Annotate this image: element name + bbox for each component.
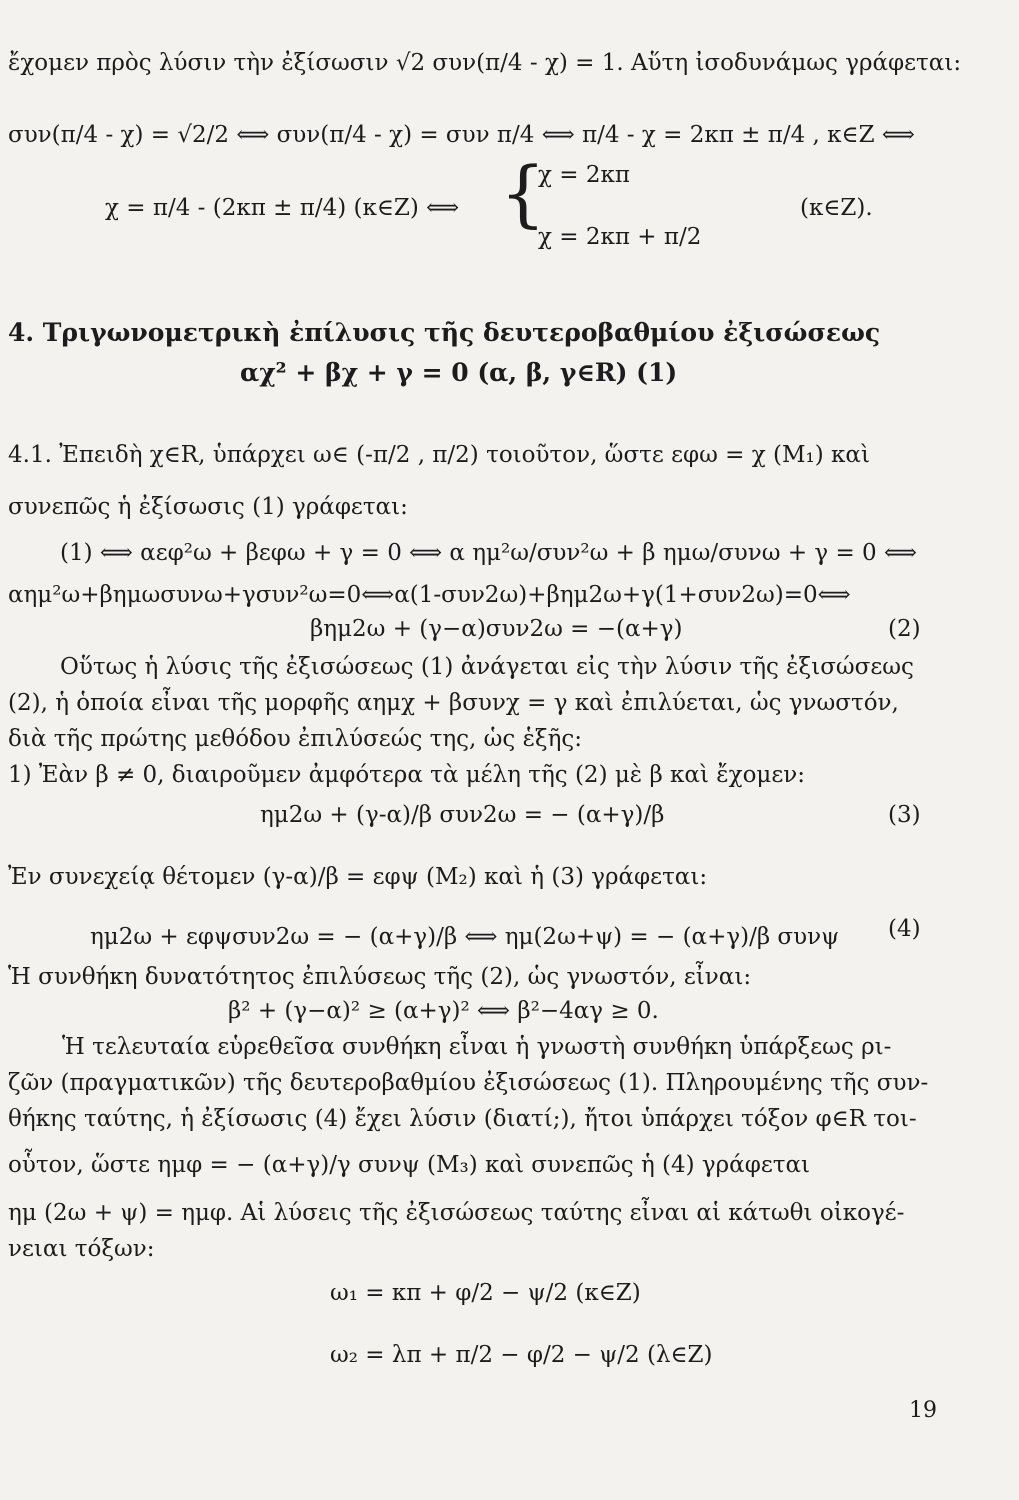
equation-line: ω₁ = κπ + φ/2 − ψ/2 (κ∈Z) [330,1280,641,1306]
text-line: οὗτον, ὥστε ημφ = − (α+γ)/γ συνψ (M₃) καὶ συνεπῶς ἡ (4) γράφεται [8,1152,811,1178]
text-line: Ἡ τελευταία εὑρεθεῖσα συνθήκη εἶναι ἡ γνωστὴ συνθήκη ὑπάρξεως ρι- [62,1034,892,1060]
text-line: ημ (2ω + ψ) = ημφ. Αἱ λύσεις τῆς ἐξισώσεως ταύτης εἶναι αἱ κάτωθι οἰκογέ- [8,1200,905,1226]
equation-line: β² + (γ−α)² ≥ (α+γ)² ⟺ β²−4αγ ≥ 0. [228,998,659,1024]
text-line: (2), ἡ ὁποία εἶναι τῆς μορφῆς αημχ + βσυνχ = γ καὶ ἐπιλύεται, ὡς γνωστόν, [8,690,899,716]
section-heading: 4. Τριγωνομετρικὴ ἐπίλυσις τῆς δευτεροβαθμίου ἐξισώσεως [8,318,881,347]
text-line: ζῶν (πραγματικῶν) τῆς δευτεροβαθμίου ἐξισώσεως (1). Πληρουμένης τῆς συν- [8,1070,929,1096]
equation-line: ημ2ω + (γ-α)/β συν2ω = − (α+γ)/β [260,802,665,828]
text-line: διὰ τῆς πρώτης μεθόδου ἐπιλύσεώς της, ὡς ἑξῆς: [8,726,583,752]
equation-line: χ = 2κπ [538,162,630,188]
equation-line: συν(π/4 - χ) = √2/2 ⟺ συν(π/4 - χ) = συν π/4 ⟺ π/4 - χ = 2κπ ± π/4 , κ∈Z ⟺ [8,122,915,148]
section-heading-equation: αχ² + βχ + γ = 0 (α, β, γ∈R) (1) [240,358,678,387]
text-line: νειαι τόξων: [8,1236,155,1262]
text-line: Ἐν συνεχείᾳ θέτομεν (γ-α)/β = εφψ (M₂) καὶ ἡ (3) γράφεται: [8,864,708,890]
equation-number: (4) [888,916,921,942]
equation-line: αημ²ω+βημωσυνω+γσυν²ω=0⟺α(1-συν2ω)+βημ2ω+γ(1+συν2ω)=0⟺ [8,582,851,608]
equation-line: (1) ⟺ αεφ²ω + βεφω + γ = 0 ⟺ α ημ²ω/συν²ω + β ημω/συνω + γ = 0 ⟺ [60,540,917,566]
equation-number: (3) [888,802,921,828]
equation-line: χ = π/4 - (2κπ ± π/4) (κ∈Z) ⟺ [105,195,460,221]
text-line: συνεπῶς ἡ ἐξίσωσις (1) γράφεται: [8,494,408,520]
equation-line: χ = 2κπ + π/2 [538,224,702,250]
equation-line: (κ∈Z). [800,195,873,221]
page-number: 19 [909,1398,937,1423]
text-line: 1) Ἐὰν β ≠ 0, διαιροῦμεν ἀμφότερα τὰ μέλη τῆς (2) μὲ β καὶ ἔχομεν: [8,762,806,788]
equation-number: (2) [888,616,921,642]
brace-symbol: { [500,151,546,235]
equation-line: βημ2ω + (γ−α)συν2ω = −(α+γ) [310,616,683,642]
text-line: 4.1. Ἐπειδὴ χ∈R, ὑπάρχει ω∈ (-π/2 , π/2) τοιοῦτον, ὥστε εφω = χ (M₁) καὶ [8,442,870,468]
text-line: θήκης ταύτης, ἡ ἐξίσωσις (4) ἔχει λύσιν (διατί;), ἤτοι ὑπάρχει τόξον φ∈R τοι- [8,1106,917,1132]
text-line: Οὕτως ἡ λύσις τῆς ἐξισώσεως (1) ἀνάγεται εἰς τὴν λύσιν τῆς ἐξισώσεως [60,654,914,680]
equation-line: ω₂ = λπ + π/2 − φ/2 − ψ/2 (λ∈Z) [330,1342,713,1368]
text-line: ἔχομεν πρὸς λύσιν τὴν ἐξίσωσιν √2 συν(π/4 - χ) = 1. Αὕτη ἰσοδυνάμως γράφεται: [8,50,962,76]
equation-line: ημ2ω + εφψσυν2ω = − (α+γ)/β ⟺ ημ(2ω+ψ) = − (α+γ)/β συνψ [90,924,840,950]
text-line: Ἡ συνθήκη δυνατότητος ἐπιλύσεως τῆς (2), ὡς γνωστόν, εἶναι: [8,964,752,990]
